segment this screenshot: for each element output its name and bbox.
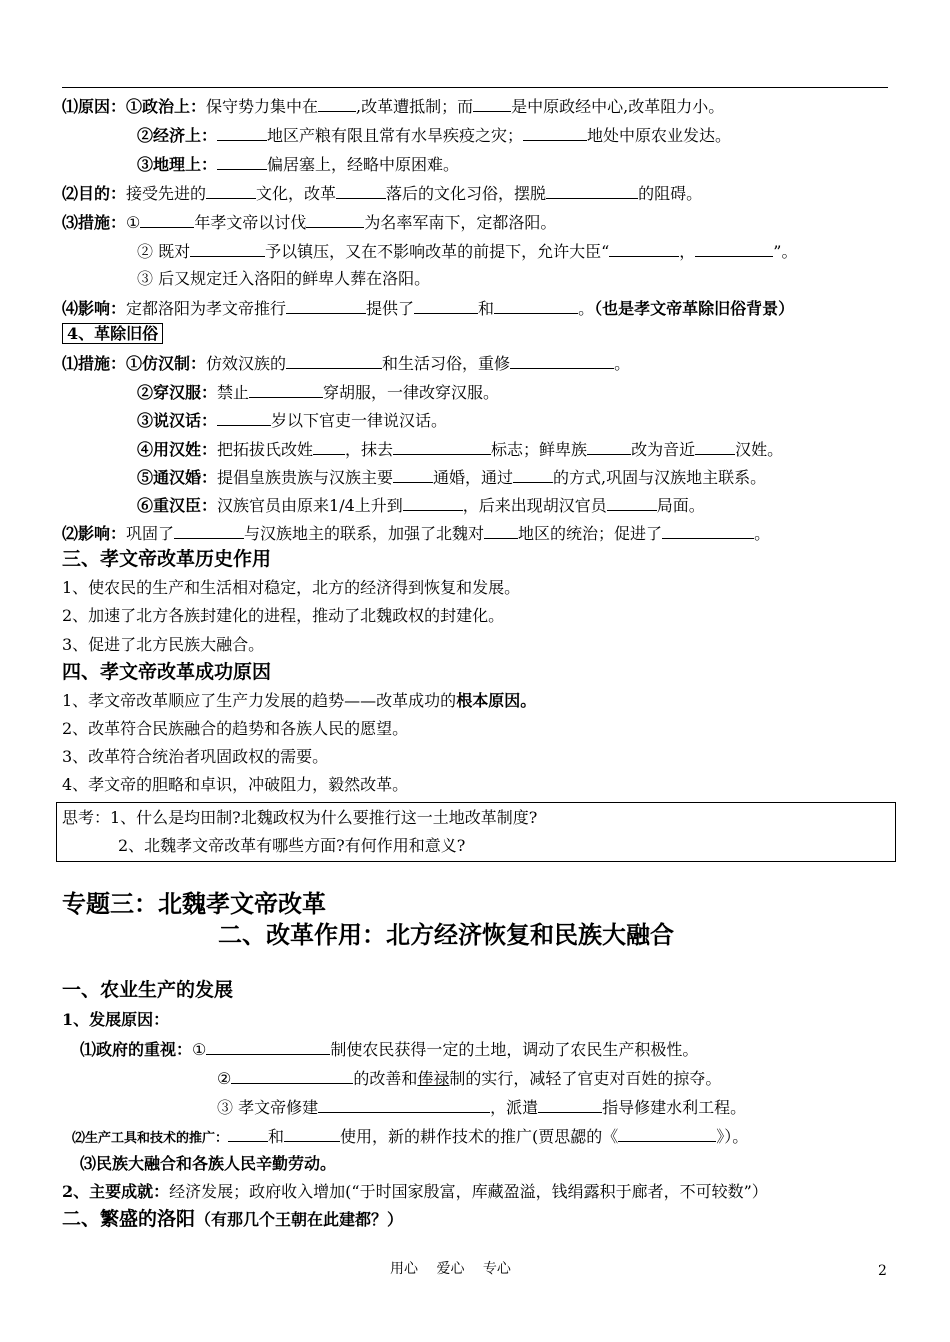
reasons-economy-line: ②经济上： 地区产粮有限且常有水旱疾疫之灾； 地处中原农业发达。	[137, 126, 732, 145]
blank[interactable]	[206, 182, 256, 199]
agri-fusion-line: ⑶民族大融合和各族人民辛勤劳动。	[80, 1154, 337, 1173]
blank[interactable]	[393, 438, 491, 455]
blank[interactable]	[523, 124, 587, 141]
blank[interactable]	[306, 211, 364, 228]
success-item: 1、孝文帝改革顺应了生产力发展的趋势——改革成功的根本原因。	[62, 691, 537, 710]
agri-tools-line: ⑵生产工具和技术的推广： 和 使用，新的耕作技术的推广(贾思勰的《 》）。	[72, 1127, 749, 1146]
blank[interactable]	[286, 297, 366, 314]
topic-subtitle: 二、改革作用：北方经济恢复和民族大融合	[218, 920, 674, 949]
think-line-1: 思考：1、什么是均田制?北魏政权为什么要推行这一土地改革制度?	[62, 808, 538, 827]
agri-gov-line-1: ⑴政府的重视：① 制使农民获得一定的土地，调动了农民生产积极性。	[80, 1040, 699, 1059]
blank[interactable]	[249, 381, 323, 398]
measures-line-2: ② 既对 予以镇压，又在不影响改革的前提下，允许大臣“ ， ”。	[137, 242, 798, 261]
blank[interactable]	[140, 211, 194, 228]
blank[interactable]	[228, 1125, 268, 1142]
blank[interactable]	[318, 1096, 490, 1113]
topic-title: 专题三：北魏孝文帝改革	[62, 889, 326, 918]
agri-gov-line-3: ③ 孝文帝修建 ，派遣 指导修建水利工程。	[217, 1098, 747, 1117]
blank[interactable]	[618, 1125, 716, 1142]
success-heading: 四、孝文帝改革成功原因	[62, 661, 272, 683]
blank[interactable]	[393, 466, 433, 483]
agri-heading: 一、农业生产的发展	[62, 979, 234, 1001]
blank[interactable]	[231, 1067, 353, 1084]
blank[interactable]	[286, 352, 382, 369]
customs-line-6: ⑥重汉臣：汉族官员由原来1/4上升到 ，后来出现胡汉官员 局面。	[137, 496, 705, 515]
blank[interactable]	[217, 124, 267, 141]
blank[interactable]	[546, 182, 638, 199]
role-item: 2、加速了北方各族封建化的进程，推动了北魏政权的封建化。	[62, 606, 505, 625]
blank[interactable]	[609, 240, 679, 257]
blank[interactable]	[206, 1038, 330, 1055]
footer-motto: 用心 爱心 专心	[390, 1261, 511, 1277]
role-item: 3、促进了北方民族大融合。	[62, 635, 265, 654]
blank[interactable]	[174, 522, 244, 539]
blank[interactable]	[473, 95, 511, 112]
agri-achievement-line: 2、主要成就：经济发展；政府收入增加(“于时国家殷富，库藏盈溢，钱绢露积于廊者，不可较数”）	[62, 1182, 768, 1201]
agri-gov-line-2: ② 的改善和俸禄制的实行，减轻了官吏对百姓的掠夺。	[217, 1069, 722, 1088]
blank[interactable]	[217, 409, 271, 426]
blank[interactable]	[318, 95, 356, 112]
measures-line-1: ⑶措施：① 年孝文帝以讨伐 为名率军南下，定都洛阳。	[62, 213, 557, 232]
blank[interactable]	[607, 494, 657, 511]
blank[interactable]	[217, 153, 267, 170]
blank[interactable]	[284, 1125, 340, 1142]
blank[interactable]	[313, 438, 345, 455]
blank[interactable]	[484, 522, 518, 539]
agri-reason-title: 1、发展原因：	[62, 1010, 170, 1029]
luoyang-heading: 二、繁盛的洛阳（有那几个王朝在此建都？）	[62, 1208, 404, 1230]
customs-line-2: ②穿汉服：禁止 穿胡服，一律改穿汉服。	[137, 383, 500, 402]
reasons-politics-line: ⑴原因：①政治上：保守势力集中在 ,改革遭抵制；而 是中原政经中心,改革阻力小。	[62, 97, 725, 116]
customs-line-5: ⑤通汉婚：提倡皇族贵族与汉族主要 通婚，通过 的方式,巩固与汉族地主联系。	[137, 468, 767, 487]
page-number: 2	[878, 1263, 887, 1279]
blank[interactable]	[190, 240, 265, 257]
reasons-geography-line: ③地理上： 偏居塞上，经略中原困难。	[137, 155, 460, 174]
blank[interactable]	[538, 1096, 602, 1113]
measures-line-3: ③ 后又规定迁入洛阳的鲜卑人葬在洛阳。	[137, 269, 431, 288]
customs-line-1: ⑴措施：①仿汉制：仿效汉族的 和生活习俗，重修 。	[62, 354, 631, 373]
customs-heading: 4、革除旧俗	[62, 323, 163, 345]
role-heading: 三、孝文帝改革历史作用	[62, 548, 272, 570]
think-line-2: 2、北魏孝文帝改革有哪些方面?有何作用和意义?	[118, 836, 466, 855]
success-item: 2、改革符合民族融合的趋势和各族人民的愿望。	[62, 719, 409, 738]
success-item: 4、孝文帝的胆略和卓识，冲破阻力，毅然改革。	[62, 775, 409, 794]
blank[interactable]	[695, 240, 773, 257]
blank[interactable]	[494, 297, 578, 314]
success-item: 3、改革符合统治者巩固政权的需要。	[62, 747, 329, 766]
customs-line-3: ③说汉话： 岁以下官吏一律说汉话。	[137, 411, 448, 430]
header-rule	[62, 87, 888, 88]
blank[interactable]	[513, 466, 553, 483]
customs-line-4: ④用汉姓：把拓拔氏改姓 ，抹去 标志；鲜卑族 改为音近 汉姓。	[137, 440, 784, 459]
blank[interactable]	[587, 438, 631, 455]
customs-influence-line: ⑵影响：巩固了 与汉族地主的联系，加强了北魏对 地区的统治；促进了 。	[62, 524, 771, 543]
blank[interactable]	[414, 297, 478, 314]
blank[interactable]	[403, 494, 463, 511]
influence-line: ⑷影响：定都洛阳为孝文帝推行 提供了 和 。（也是孝文帝革除旧俗背景）	[62, 299, 795, 318]
blank[interactable]	[510, 352, 614, 369]
blank[interactable]	[695, 438, 735, 455]
blank[interactable]	[662, 522, 754, 539]
role-item: 1、使农民的生产和生活相对稳定，北方的经济得到恢复和发展。	[62, 578, 521, 597]
purpose-line: ⑵目的：接受先进的 文化，改革 落后的文化习俗，摆脱 的阻碍。	[62, 184, 703, 203]
blank[interactable]	[336, 182, 386, 199]
